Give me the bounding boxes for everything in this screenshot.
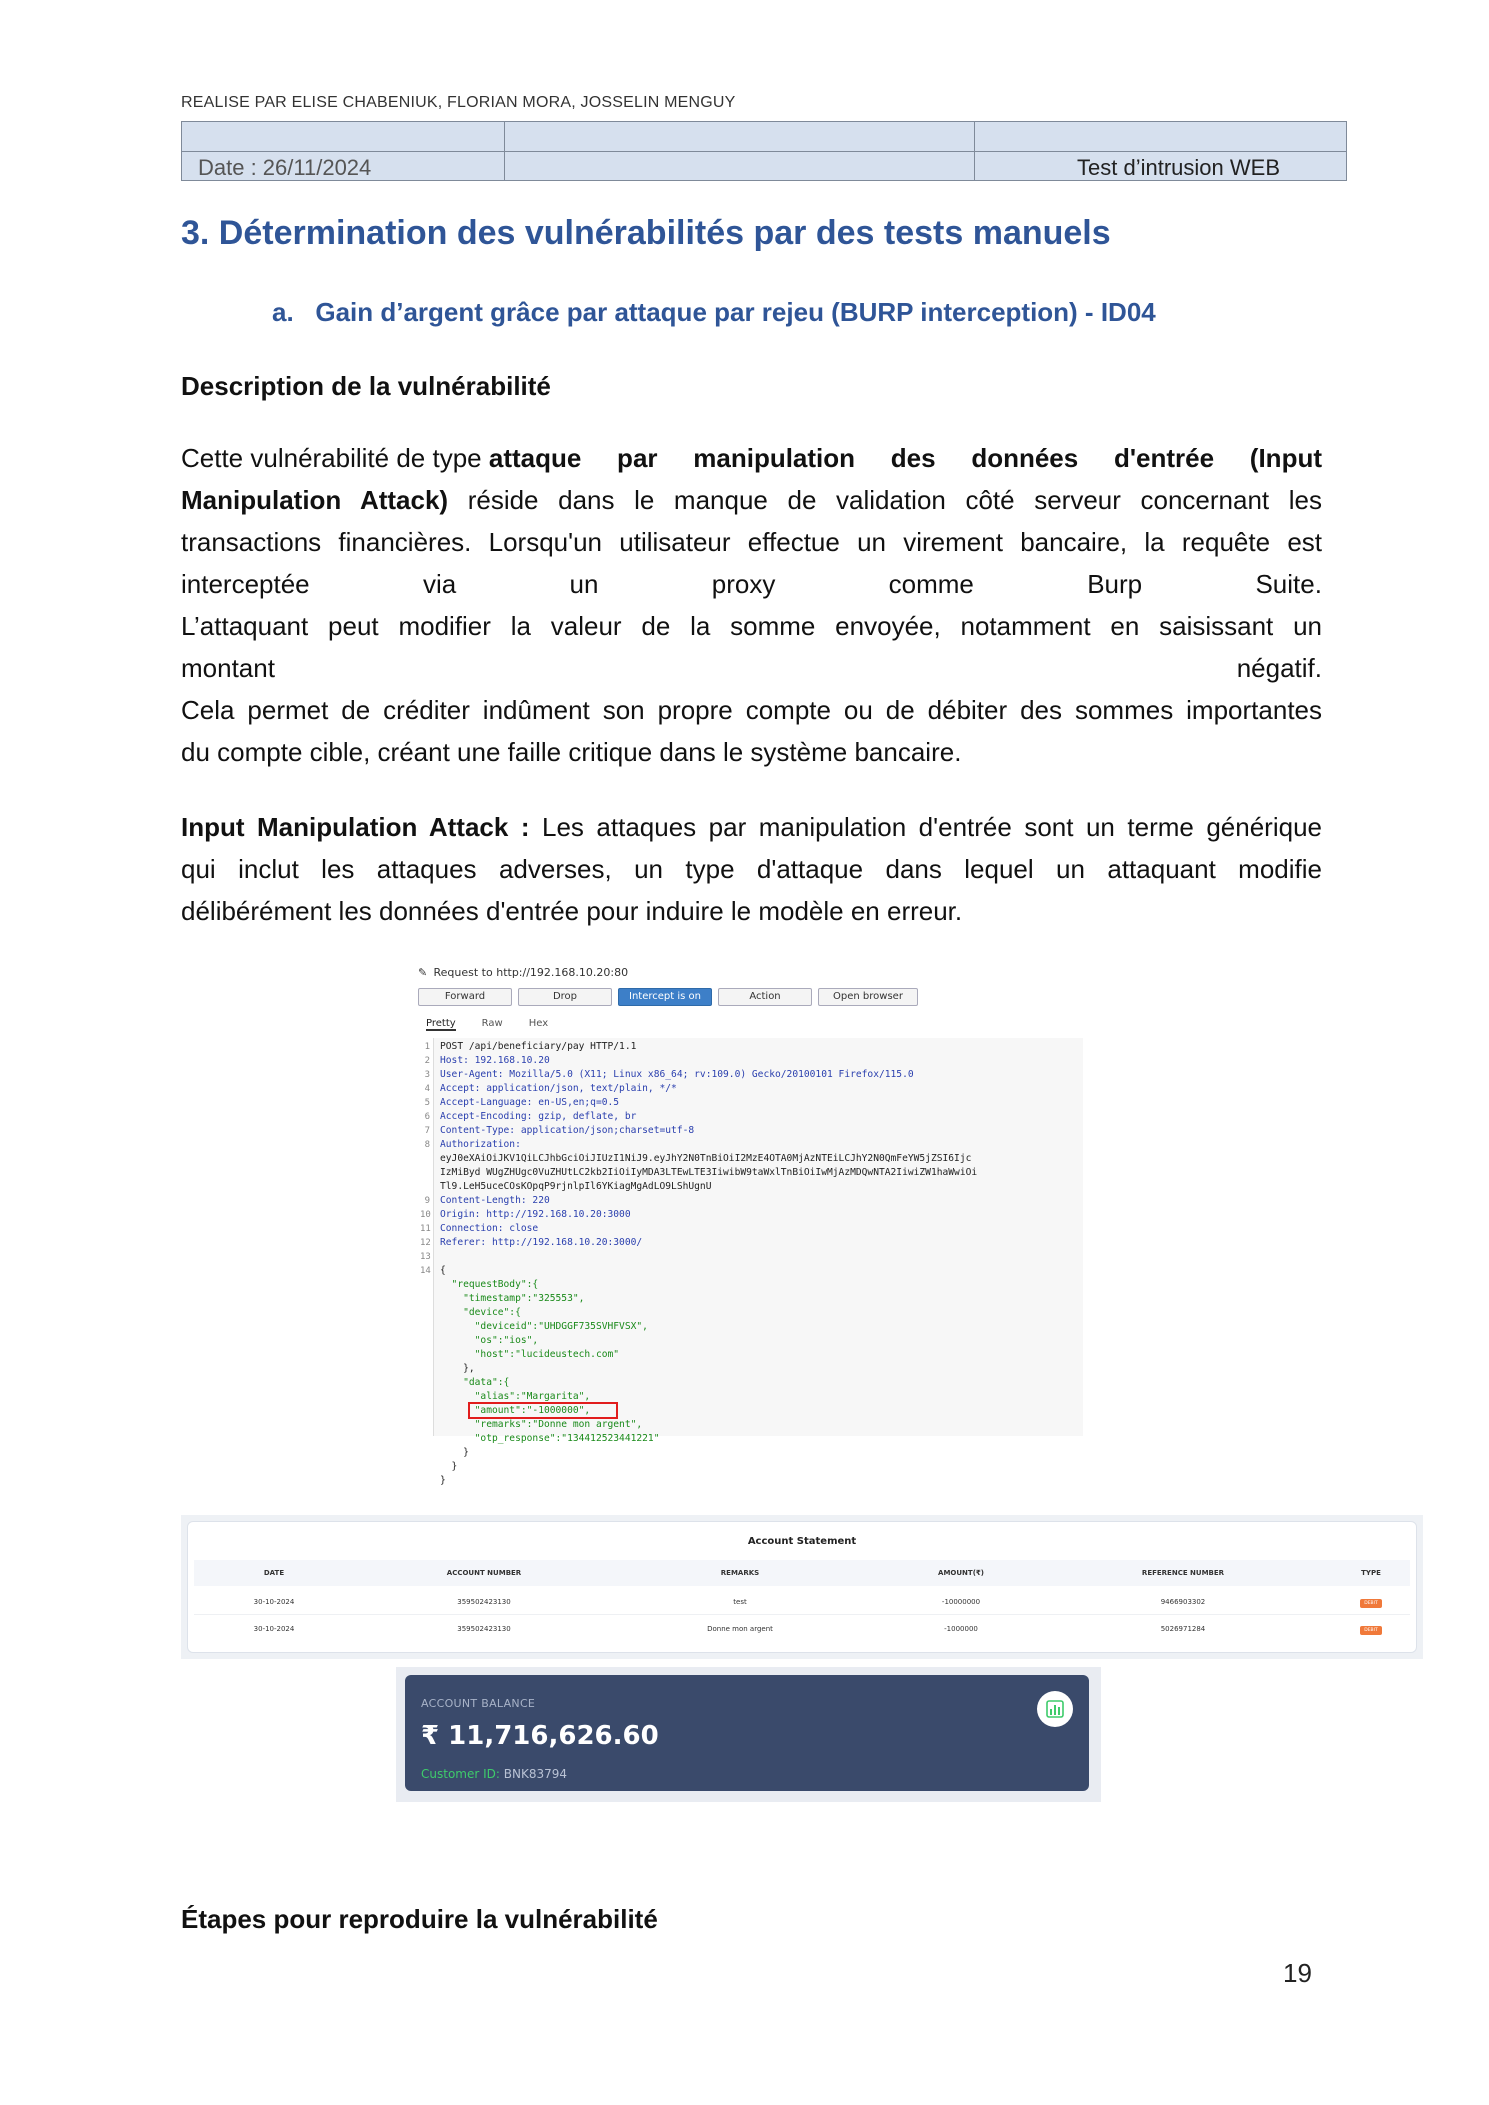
p1-line4-w3: proxy [711, 569, 776, 599]
line-number: 14 [420, 1266, 431, 1276]
column-header-type: TYPE [1361, 1569, 1381, 1577]
p2-bold: Input Manipulation Attack : [181, 812, 530, 842]
request-line: "data":{ [440, 1377, 510, 1388]
line-number: 4 [424, 1084, 430, 1094]
p1-line4-w0: interceptée [181, 569, 310, 599]
drop-button[interactable]: Drop [518, 988, 612, 1006]
request-line: User-Agent: Mozilla/5.0 (X11; Linux x86_64; rv:109.0) Gecko/20100101 Firefox/115.0 [440, 1069, 914, 1080]
tab-pretty[interactable]: Pretty [426, 1018, 456, 1029]
burp-toolbar [418, 988, 918, 1006]
row1-account: 359502423130 [457, 1598, 511, 1606]
p1-line1-a: Cette vulnérabilité de type [181, 443, 489, 473]
forward-button[interactable]: Forward [418, 988, 512, 1006]
request-line: "alias":"Margarita", [440, 1391, 591, 1402]
row2-date: 30-10-2024 [253, 1625, 295, 1633]
request-line: { [440, 1265, 446, 1276]
column-header-account: ACCOUNT NUMBER [446, 1569, 522, 1577]
p2-line3: délibérément les données d'entrée pour induire le modèle en erreur. [181, 896, 963, 926]
request-line: Accept: application/json, text/plain, */* [440, 1083, 677, 1094]
statement-title: Account Statement [747, 1536, 857, 1547]
statement-table-header [194, 1560, 1410, 1586]
request-line: "requestBody":{ [440, 1279, 539, 1290]
request-line: "device":{ [440, 1307, 521, 1318]
section-title: 3. Détermination des vulnérabilités par des tests manuels [181, 214, 1111, 252]
p1-line3: transactions financières. Lorsqu'un utilisateur effectue un virement bancaire, la requête est [181, 527, 1322, 557]
line-number: 1 [424, 1042, 430, 1052]
column-header-remarks: REMARKS [720, 1569, 760, 1577]
line-number: 10 [420, 1210, 431, 1220]
p1-line7: Cela permet de créditer indûment son propre compte ou de débiter des sommes importantes [181, 695, 1322, 725]
line-number: 9 [424, 1196, 430, 1206]
line-number: 3 [424, 1070, 430, 1080]
line-number: 7 [424, 1126, 430, 1136]
row2-account: 359502423130 [457, 1625, 511, 1633]
request-line: Host: 192.168.10.20 [440, 1055, 550, 1066]
request-line: } [440, 1461, 458, 1472]
request-line: Authorization: [440, 1139, 521, 1150]
row2-amount: -1000000 [944, 1625, 978, 1633]
request-line: Content-Length: 220 [440, 1195, 550, 1206]
row1-amount: -10000000 [941, 1598, 981, 1606]
row1-type-badge: DEBIT [1360, 1599, 1382, 1608]
line-number: 12 [420, 1238, 431, 1248]
account-balance-screenshot [396, 1667, 1101, 1802]
row1-date: 30-10-2024 [253, 1598, 295, 1606]
header-date: Date : 26/11/2024 [198, 155, 372, 180]
request-line: IzMiByd WUgZHUgc0VuZHUtLC2kb2IiOiIyMDA3LTEwLTE3IiwibW9taWxlTnBiOiIwMjAzMDQwNTA2IiwiZW1haWwiOi [440, 1167, 978, 1178]
p1-line4-w1: via [422, 569, 457, 599]
request-line: "os":"ios", [440, 1335, 539, 1346]
request-line: Referer: http://192.168.10.20:3000/ [440, 1237, 643, 1248]
account-balance-card [405, 1675, 1089, 1791]
document-header-table [181, 121, 1347, 181]
line-number: 11 [420, 1224, 431, 1234]
p1-line1-b: attaque par manipulation des données d'entrée (Input [488, 443, 1322, 473]
row1-reference: 9466903302 [1160, 1598, 1206, 1606]
request-line: Accept-Encoding: gzip, deflate, br [440, 1111, 637, 1122]
line-number: 2 [424, 1056, 430, 1066]
line-number: 5 [424, 1098, 430, 1108]
line-number: 8 [424, 1140, 430, 1150]
pencil-icon: ✎ [418, 966, 428, 979]
p1-line5: L’attaquant peut modifier la valeur de la somme envoyée, notamment en saisissant un [181, 611, 1322, 641]
request-line: "deviceid":"UHDGGF735SVHFVSX", [440, 1321, 648, 1332]
p2-line1: Les attaques par manipulation d'entrée sont un terme générique [529, 812, 1322, 842]
p1-line4-w5: Burp [1087, 569, 1143, 599]
request-line: POST /api/beneficiary/pay HTTP/1.1 [440, 1041, 637, 1052]
action-button[interactable]: Action [718, 988, 812, 1006]
row2-reference: 5026971284 [1160, 1625, 1206, 1633]
balance-label: ACCOUNT BALANCE [421, 1697, 536, 1710]
account-statement-screenshot [181, 1515, 1423, 1659]
column-header-date: DATE [263, 1569, 285, 1577]
line-number: 6 [424, 1112, 430, 1122]
column-header-amount: AMOUNT(₹) [938, 1569, 984, 1577]
request-line: } [440, 1447, 469, 1458]
subsection-title: a. Gain d’argent grâce par attaque par rejeu (BURP interception) - ID04 [272, 297, 1156, 327]
customer-id-value: BNK83794 [503, 1767, 568, 1781]
row1-remarks: test [733, 1598, 747, 1606]
p1-line2-a: Manipulation Attack) [181, 485, 449, 515]
description-paragraph [181, 437, 1322, 773]
request-line: "remarks":"Donne mon argent", [440, 1419, 643, 1430]
header-title: Test d’intrusion WEB [1077, 155, 1280, 180]
request-line: "host":"lucideustech.com" [440, 1349, 620, 1360]
request-line: Tl9.LeH5uceCOsKOpqP9rjnlpIl6YKiagMgAdLO9LShUgnU [440, 1181, 712, 1192]
p2-line2: qui inclut les attaques adverses, un type d'attaque dans lequel un attaquant modifie [181, 854, 1322, 884]
p1-line4-w6: Suite. [1255, 569, 1322, 599]
p1-line8: du compte cible, créant une faille critique dans le système bancaire. [181, 737, 962, 767]
p1-line4-w4: comme [888, 569, 974, 599]
request-line: Content-Type: application/json;charset=utf-8 [440, 1125, 695, 1136]
request-line: Origin: http://192.168.10.20:3000 [440, 1209, 631, 1220]
row2-remarks: Donne mon argent [707, 1625, 773, 1633]
p1-line6-w1: négatif. [1236, 653, 1322, 683]
p1-line4-w2: un [569, 569, 599, 599]
request-line: Connection: close [440, 1223, 539, 1234]
intercept-toggle-button[interactable]: Intercept is on [618, 988, 712, 1006]
request-line: "timestamp":"325553", [440, 1293, 585, 1304]
page-number: 19 [1283, 1958, 1312, 1988]
p1-line6-w0: montant [181, 653, 275, 683]
request-line: eyJ0eXAiOiJKV1QiLCJhbGciOiJIUzI1NiJ9.eyJhY2N0TnBiOiI2MzE4OTA0MjAzNTEiLCJhY2N0QmFeYW5jZSI6Ijc [440, 1153, 972, 1164]
burp-view-tabs [426, 1018, 548, 1031]
request-line: }, [440, 1363, 475, 1374]
steps-heading: Étapes pour reproduire la vulnérabilité [181, 1904, 658, 1934]
amount-highlight-box [468, 1402, 618, 1419]
input-manipulation-paragraph [181, 806, 1322, 932]
row2-type-badge: DEBIT [1360, 1626, 1382, 1635]
open-browser-button[interactable]: Open browser [818, 988, 918, 1006]
tab-hex[interactable]: Hex [528, 1018, 549, 1029]
tab-raw[interactable]: Raw [481, 1018, 503, 1029]
request-line: "otp_response":"134412523441221" [440, 1433, 660, 1444]
balance-amount: ₹ 11,716,626.60 [421, 1721, 659, 1751]
customer-id-label: Customer ID: [421, 1767, 500, 1781]
column-header-reference: REFERENCE NUMBER [1141, 1569, 1225, 1577]
request-line: } [440, 1475, 446, 1486]
bar-chart-icon[interactable] [1037, 1691, 1073, 1727]
account-statement-card [187, 1521, 1417, 1653]
request-line: "amount":"-1000000", [440, 1405, 591, 1416]
request-line: Accept-Language: en-US,en;q=0.5 [440, 1097, 620, 1108]
p1-line2-b: réside dans le manque de validation côté serveur concernant les [448, 485, 1322, 515]
burp-intercept-screenshot [418, 962, 1083, 1494]
line-number: 13 [420, 1252, 431, 1262]
description-heading: Description de la vulnérabilité [181, 371, 551, 401]
document-authors: REALISE PAR ELISE CHABENIUK, FLORIAN MORA, JOSSELIN MENGUY [181, 94, 736, 111]
http-request-editor[interactable] [418, 1038, 1083, 1486]
request-url: Request to http://192.168.10.20:80 [433, 966, 629, 979]
